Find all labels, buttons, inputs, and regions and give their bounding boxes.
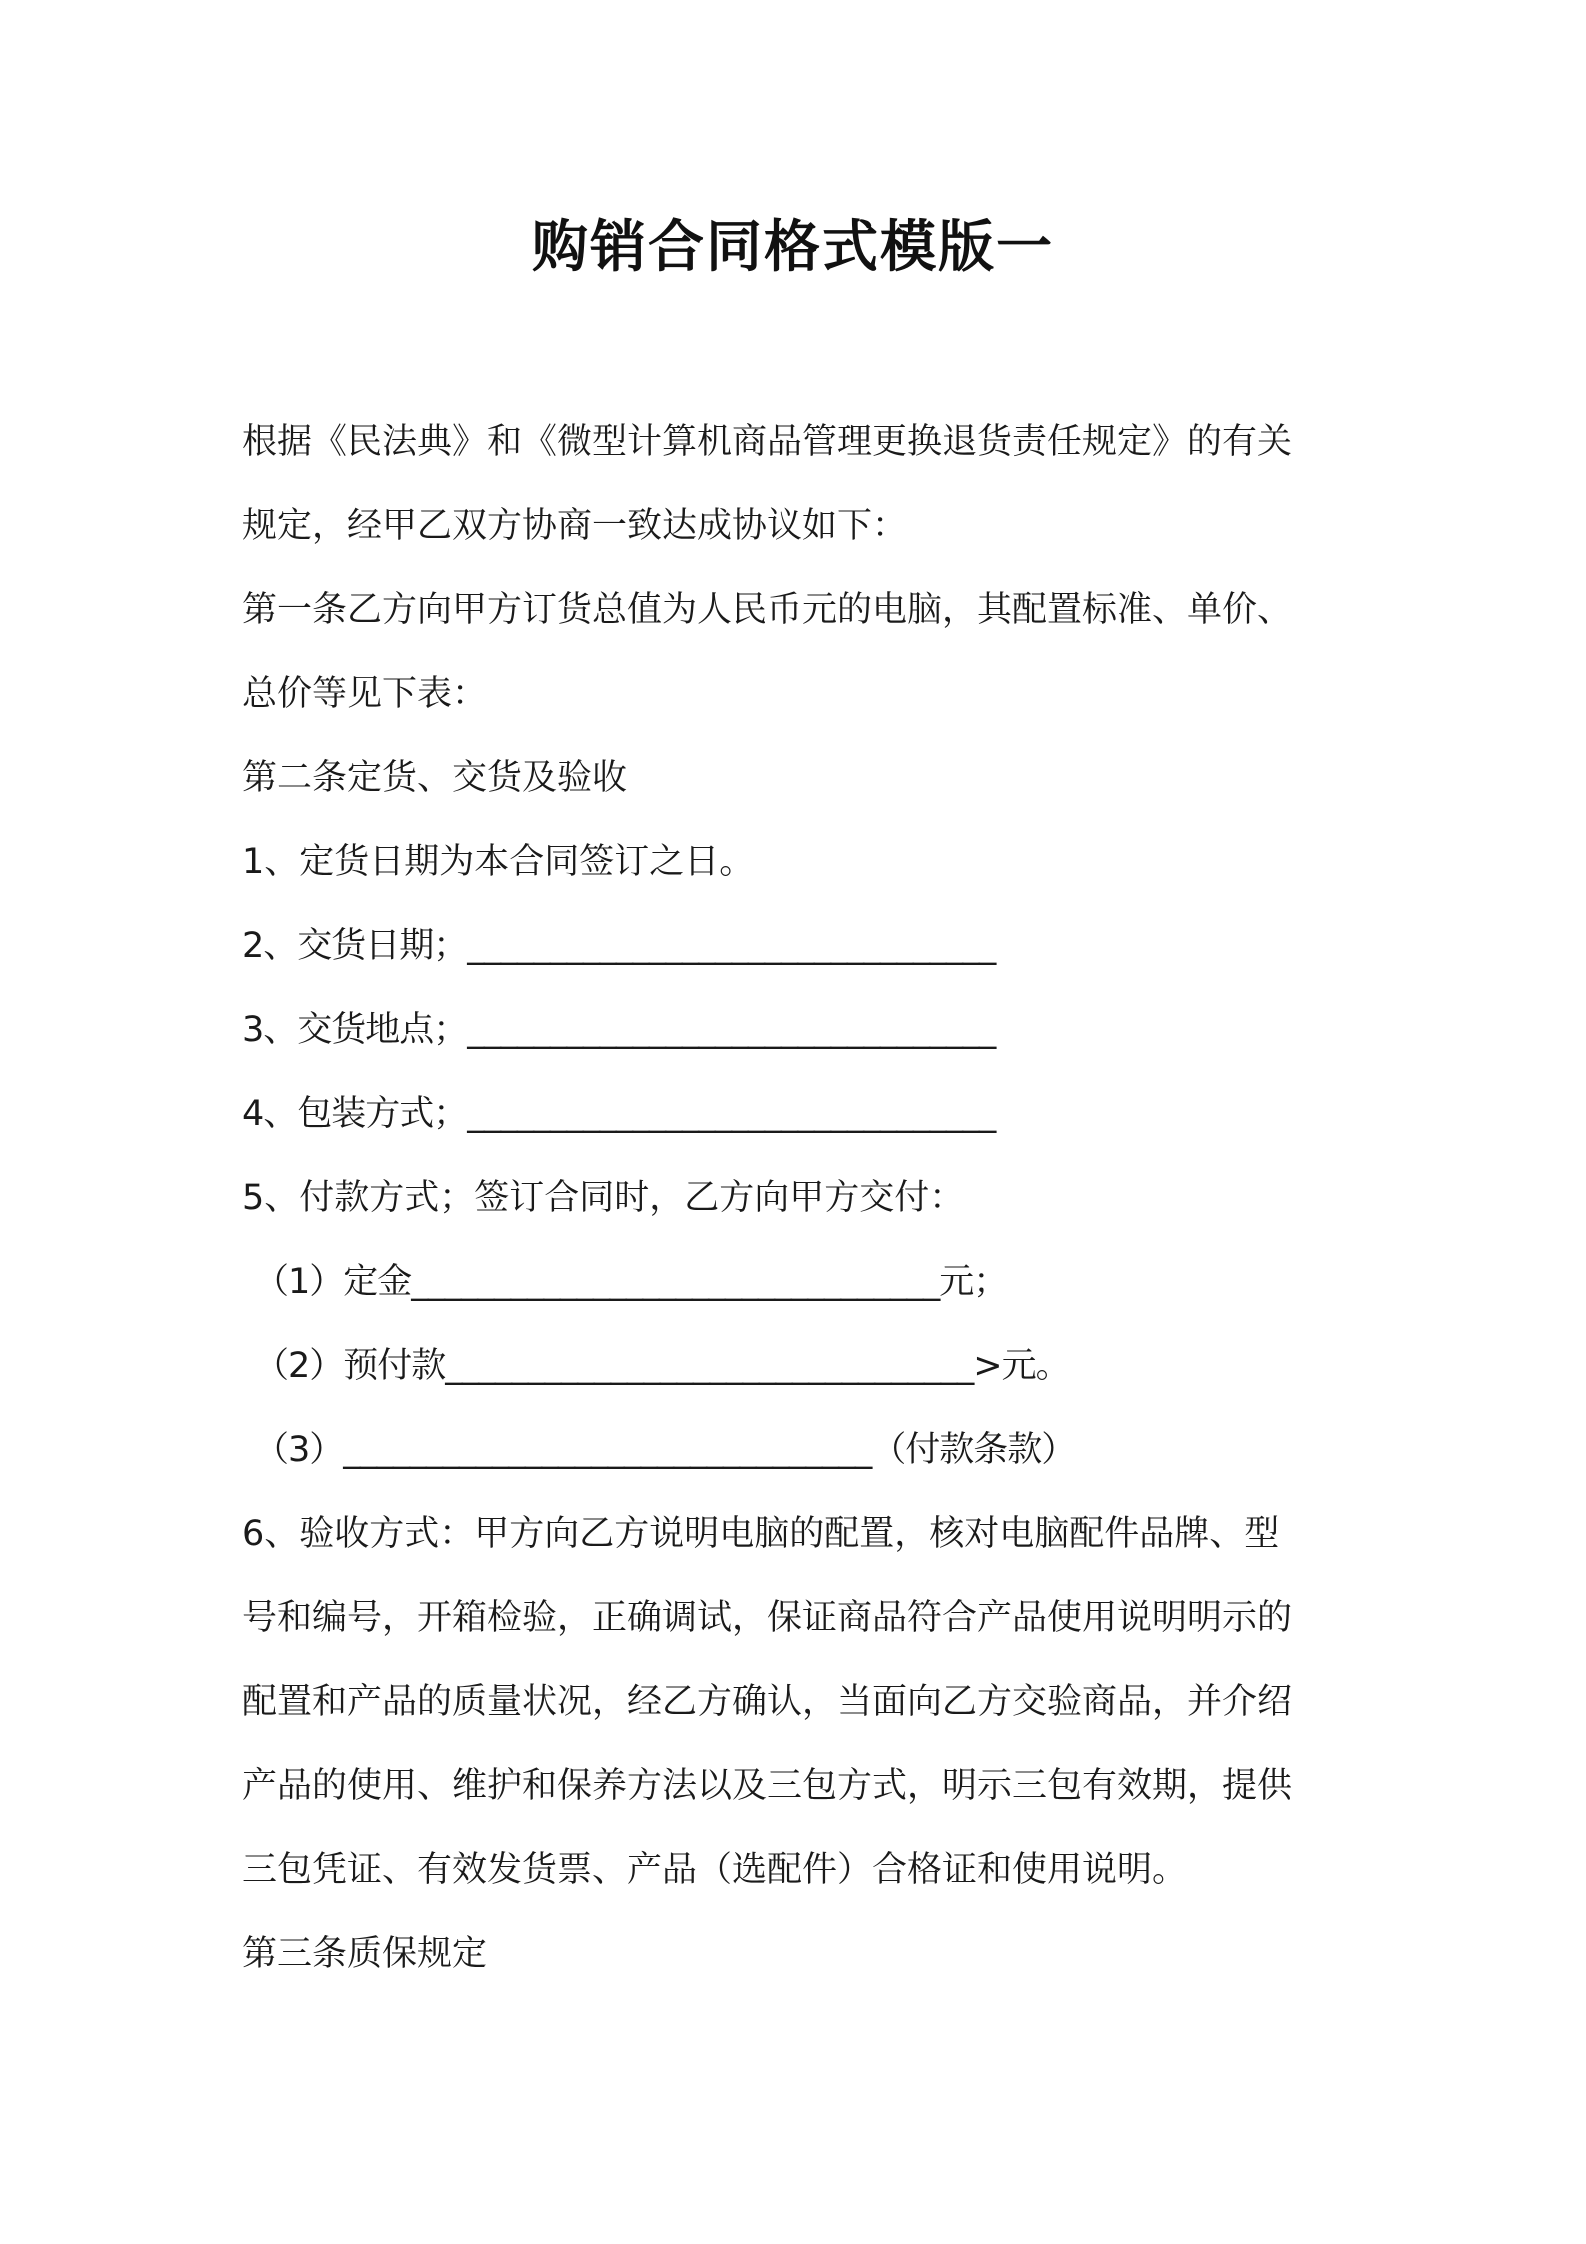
clause-1-line-2: 总价等见下表： bbox=[242, 674, 488, 714]
document-body bbox=[242, 400, 1362, 1996]
clause-2-item-2-delivery-date: 2、交货日期；________________________________ bbox=[242, 926, 996, 966]
clause-2-item-6-line-4: 产品的使用、维护和保养方法以及三包方式，明示三包有效期，提供 bbox=[242, 1766, 1293, 1806]
clause-2-item-6-line-2: 号和编号，开箱检验，正确调试，保证商品符合产品使用说明明示的 bbox=[242, 1598, 1293, 1638]
clause-2-item-6-line-3: 配置和产品的质量状况，经乙方确认，当面向乙方交验商品，并介绍 bbox=[242, 1682, 1293, 1722]
document-title: 购销合同格式模版一 bbox=[532, 215, 1054, 280]
clause-2-heading: 第二条定货、交货及验收 bbox=[242, 758, 628, 798]
clause-2-item-6-line-5: 三包凭证、有效发货票、产品（选配件）合格证和使用说明。 bbox=[242, 1850, 1188, 1890]
paragraph-line-intro-2: 规定，经甲乙双方协商一致达成协议如下： bbox=[242, 506, 908, 546]
payment-subitem-1-deposit: （1）定金________________________________元； bbox=[254, 1262, 1008, 1302]
clause-2-item-1: 1、定货日期为本合同签订之日。 bbox=[242, 842, 755, 882]
clause-2-item-4-packaging: 4、包装方式；________________________________ bbox=[242, 1094, 996, 1134]
clause-1-line-1: 第一条乙方向甲方订货总值为人民币元的电脑，其配置标准、单价、 bbox=[242, 590, 1293, 630]
payment-subitem-3-terms: （3）________________________________（付款条款） bbox=[254, 1430, 1076, 1470]
clause-2-item-6-line-1: 6、验收方式：甲方向乙方说明电脑的配置，核对电脑配件品牌、型 bbox=[242, 1514, 1280, 1554]
paragraph-line-intro-1: 根据《民法典》和《微型计算机商品管理更换退货责任规定》的有关 bbox=[242, 422, 1293, 462]
payment-subitem-2-prepayment: （2）预付款________________________________>元。 bbox=[254, 1346, 1070, 1386]
clause-2-item-5-payment: 5、付款方式；签订合同时，乙方向甲方交付： bbox=[242, 1178, 965, 1218]
clause-2-item-3-delivery-place: 3、交货地点；________________________________ bbox=[242, 1010, 996, 1050]
clause-3-heading: 第三条质保规定 bbox=[242, 1934, 488, 1974]
